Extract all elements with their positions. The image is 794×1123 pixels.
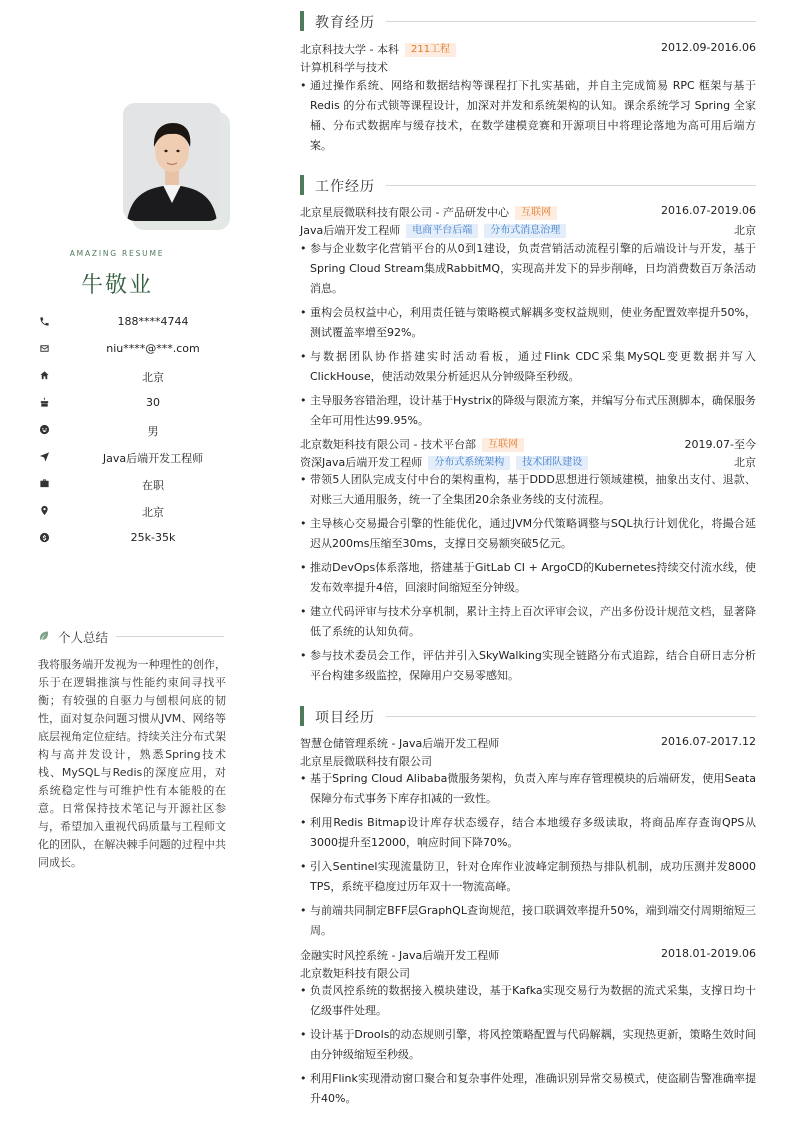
education-period: 2012.09-2016.06 xyxy=(661,41,756,54)
job-bullets xyxy=(300,470,756,690)
project-bullets xyxy=(300,981,756,1113)
avatar xyxy=(123,103,221,221)
resume-tagline: AMAZING RESUME xyxy=(69,249,165,258)
section-accent-bar xyxy=(300,11,304,31)
section-title: 工作经历 xyxy=(315,179,375,195)
list-item: • 参与企业数字化营销平台的从0到1建设，负责营销活动流程引擎的后端设计与开发，基于Spring Cloud Stream集成RabbitMQ，实现高并发下的异步削峰，日均消费数百万条活动消息。 xyxy=(300,239,756,299)
divider xyxy=(116,636,224,637)
phone-icon xyxy=(38,315,50,327)
list-item: • 负责风控系统的数据接入模块建设，基于Kafka实现交易行为数据的流式采集，支撑日均十亿级事件处理。 xyxy=(300,981,756,1021)
education-bullets xyxy=(300,76,756,160)
info-value: 北京 xyxy=(142,506,164,519)
list-item: • 通过操作系统、网络和数据结构等课程打下扎实基础，并自主完成简易 RPC 框架与基于 Redis 的分布式锁等课程设计，加深对并发和系统架构的认知。课余系统学习 Spring 全家桶、分布式数据库与缓存技术，在数学建模竞赛和开源项目中将理论落地为高可用后端方案。 xyxy=(300,76,756,156)
job-period: 2016.07-2019.06 xyxy=(661,204,756,217)
section-title: 教育经历 xyxy=(315,15,375,31)
list-item: • 利用Redis Bitmap设计库存状态缓存，结合本地缓存多级读取，将商品库存查询QPS从3000提升至12000，响应时间下降70%。 xyxy=(300,813,756,853)
school-tag: 211工程 xyxy=(405,43,456,57)
summary-heading xyxy=(38,628,224,646)
info-value: 北京 xyxy=(142,371,164,384)
list-item: • 带领5人团队完成支付中台的架构重构，基于DDD思想进行领域建模，抽象出支付、退款、对账三大通用服务，统一了全集团20余条业务线的支付流程。 xyxy=(300,470,756,510)
job-role-row xyxy=(300,454,756,470)
mail-icon xyxy=(38,342,50,354)
info-value: 在职 xyxy=(142,479,164,492)
education-major-row xyxy=(300,59,756,75)
list-item: • 重构会员权益中心，利用责任链与策略模式解耦多变权益规则，使业务配置效率提升50%，测试覆盖率增至92%。 xyxy=(300,303,756,343)
list-item: • 参与技术委员会工作，评估并引入SkyWalking实现全链路分布式追踪，结合自研日志分析平台构建多级监控，保障用户交易零感知。 xyxy=(300,646,756,686)
section-accent-bar xyxy=(300,175,304,195)
info-value: 188****4744 xyxy=(117,315,189,328)
divider xyxy=(386,21,756,22)
list-item: • 与数据团队协作搭建实时活动看板，通过Flink CDC采集MySQL变更数据并写入ClickHouse，使活动效果分析延迟从分钟级降至秒级。 xyxy=(300,347,756,387)
section-title: 项目经历 xyxy=(315,710,375,726)
major: 计算机科学与技术 xyxy=(300,61,388,74)
leaf-icon xyxy=(38,630,50,642)
project-company-row xyxy=(300,965,756,981)
info-phone xyxy=(38,315,238,329)
sidebar xyxy=(0,0,262,1123)
role-tag: 电商平台后端 xyxy=(406,224,478,238)
info-salary xyxy=(38,531,238,545)
role-tag: 分布式系统架构 xyxy=(428,456,510,470)
info-status xyxy=(38,477,238,491)
project-name: 金融实时风控系统 - Java后端开发工程师 xyxy=(300,949,500,962)
briefcase-icon xyxy=(38,477,50,489)
school-name: 北京科技大学 - 本科 xyxy=(300,43,399,56)
company-name: 北京数矩科技有限公司 - 技术平台部 xyxy=(300,438,476,451)
list-item: • 基于Spring Cloud Alibaba微服务架构，负责入库与库存管理模块的后端研发，使用Seata保障分布式事务下库存扣减的一致性。 xyxy=(300,769,756,809)
divider xyxy=(386,185,756,186)
section-heading-work xyxy=(300,175,756,195)
list-item: • 建立代码评审与技术分享机制，累计主持上百次评审会议，产出多份设计规范文档，显著降低了系统的认知负荷。 xyxy=(300,602,756,642)
job-period: 2019.07-至今 xyxy=(684,438,756,451)
job-city: 北京 xyxy=(734,456,756,469)
section-accent-bar xyxy=(300,706,304,726)
info-target-city xyxy=(38,504,238,518)
list-item: • 推动DevOps体系落地，搭建基于GitLab CI + ArgoCD的Kubernetes持续交付流水线，使发布效率提升4倍，回滚时间缩短至分钟级。 xyxy=(300,558,756,598)
info-value: Java后端开发工程师 xyxy=(102,452,204,465)
divider xyxy=(386,716,756,717)
profile-photo xyxy=(123,103,221,221)
avatar-portrait-icon xyxy=(123,103,221,221)
summary-title: 个人总结 xyxy=(58,630,109,645)
job-company-row xyxy=(300,204,756,220)
project-company: 北京数矩科技有限公司 xyxy=(300,967,410,980)
info-email xyxy=(38,342,238,356)
education-school-row xyxy=(300,41,756,57)
company-name: 北京星辰微联科技有限公司 - 产品研发中心 xyxy=(300,206,509,219)
home-icon xyxy=(38,369,50,381)
info-value: 25k-35k xyxy=(130,531,176,544)
info-position xyxy=(38,450,238,464)
info-gender xyxy=(38,423,238,437)
list-item: • 与前端共同制定BFF层GraphQL查询规范，接口联调效率提升50%，端到端交付周期缩短三周。 xyxy=(300,901,756,941)
info-value: niu****@***.com xyxy=(106,342,200,355)
project-title-row xyxy=(300,947,756,963)
industry-tag: 互联网 xyxy=(482,438,524,452)
info-value: 男 xyxy=(147,425,159,438)
location-pin-icon xyxy=(38,504,50,516)
list-item: • 设计基于Drools的动态规则引擎，将风控策略配置与代码解耦，实现热更新，策略生效时间由分钟级缩短至秒级。 xyxy=(300,1025,756,1065)
industry-tag: 互联网 xyxy=(515,206,557,220)
role-tag: 分布式消息治理 xyxy=(484,224,566,238)
project-period: 2018.01-2019.06 xyxy=(661,947,756,960)
job-role-row xyxy=(300,222,756,238)
project-period: 2016.07-2017.12 xyxy=(661,735,756,748)
job-city: 北京 xyxy=(734,224,756,237)
info-age xyxy=(38,396,238,410)
summary-text: 我将服务端开发视为一种理性的创作，乐于在逻辑推演与性能约束间寻找平衡；有较强的自驱力与刨根问底的韧性，面对复杂问题习惯从JVM、网络等底层视角定位症结。持续关注分布式架构与高并发设计，熟悉Spring技术栈、MySQL与Redis的深度应用，对系统稳定性与可维护性有本能般的在意。日常保持技术笔记与开源社区参与，希望加入重视代码质量与工程师文化的团队，在解决棘手问题的过程中共同成长。 xyxy=(38,658,226,869)
list-item: • 主导核心交易撮合引擎的性能优化，通过JVM分代策略调整与SQL执行计划优化，将撮合延迟从200ms压缩至30ms，支撑日交易额突破5亿元。 xyxy=(300,514,756,554)
section-heading-education xyxy=(300,11,756,31)
section-heading-projects xyxy=(300,706,756,726)
send-icon xyxy=(38,450,50,462)
job-company-row xyxy=(300,436,756,452)
info-home xyxy=(38,369,238,383)
job-bullets xyxy=(300,239,756,435)
project-bullets xyxy=(300,769,756,945)
list-item: • 主导服务容错治理，设计基于Hystrix的降级与限流方案，并编写分布式压测脚本，确保服务全年可用性达99.95%。 xyxy=(300,391,756,431)
project-company-row xyxy=(300,753,756,769)
project-title-row xyxy=(300,735,756,751)
list-item: • 利用Flink实现滑动窗口聚合和复杂事件处理，准确识别异常交易模式，使盗刷告警准确率提升40%。 xyxy=(300,1069,756,1109)
job-role: 资深Java后端开发工程师 xyxy=(300,456,423,469)
candidate-name: 牛敬业 xyxy=(80,273,153,298)
birthday-cake-icon xyxy=(38,396,50,408)
info-value: 30 xyxy=(146,396,160,409)
salary-icon xyxy=(38,531,50,543)
list-item: • 引入Sentinel实现流量防卫，针对仓库作业波峰定制预热与排队机制，成功压测并发8000 TPS，系统平稳度过历年双十一物流高峰。 xyxy=(300,857,756,897)
role-tag: 技术团队建设 xyxy=(516,456,588,470)
job-role: Java后端开发工程师 xyxy=(300,224,401,237)
project-company: 北京星辰微联科技有限公司 xyxy=(300,755,432,768)
project-name: 智慧仓储管理系统 - Java后端开发工程师 xyxy=(300,737,500,750)
face-icon xyxy=(38,423,50,435)
